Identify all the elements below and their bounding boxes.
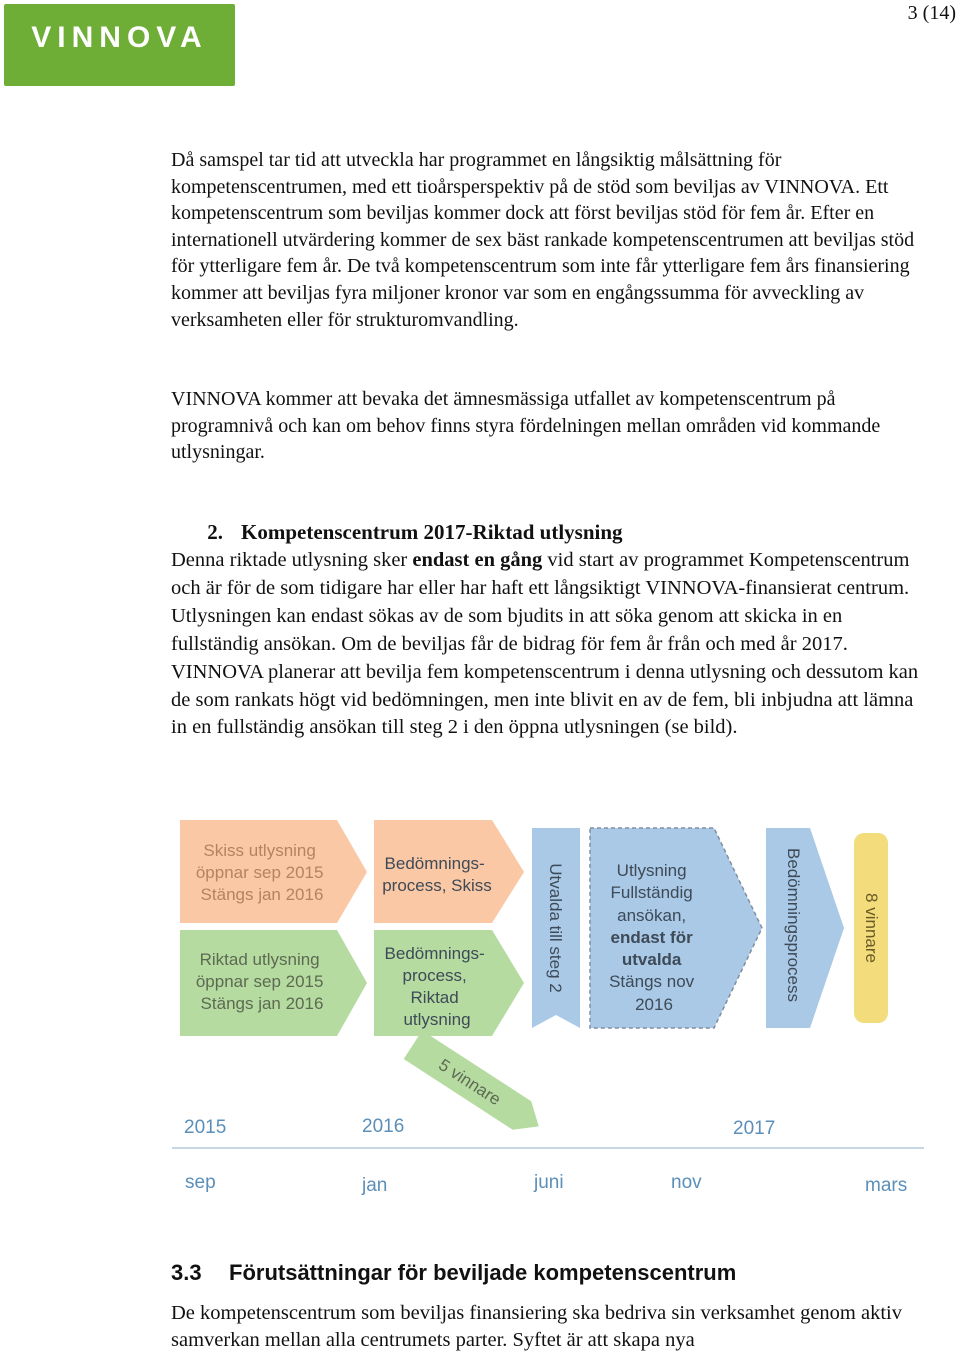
skiss-line-2: öppnar sep 2015 bbox=[195, 863, 324, 882]
month-jan: jan bbox=[362, 1175, 388, 1196]
fullstandig-line-3: ansökan, bbox=[617, 906, 687, 925]
section-2-number: 2. bbox=[207, 520, 223, 544]
bedomningsprocess-label: Bedömningsprocess bbox=[784, 847, 803, 1003]
fullstandig-line-7: 2016 bbox=[635, 995, 673, 1014]
month-labels bbox=[185, 1172, 907, 1196]
page-number: 3 (14) bbox=[907, 2, 956, 24]
fullstandig-line-5: utvalda bbox=[621, 950, 682, 969]
year-labels bbox=[184, 1116, 775, 1139]
fullstandig-line-2: Fullständig bbox=[610, 883, 693, 902]
skiss-line-1: Skiss utlysning bbox=[203, 841, 316, 860]
fullstandig-line-6: Stängs nov bbox=[609, 972, 695, 991]
skiss-line-3: Stängs jan 2016 bbox=[200, 885, 324, 904]
paragraph-2: VINNOVA kommer att bevaka det ämnesmässiga utfallet av kompetenscentrum på programnivå och kan om behov finns styra fördelningen mellan områden vid kommande utlysningar. bbox=[171, 388, 881, 464]
vinnare8-label: 8 vinnare bbox=[862, 893, 881, 963]
section-3-3-title: Förutsättningar för beviljade kompetenscentrum bbox=[229, 1260, 737, 1285]
month-juni: juni bbox=[534, 1172, 564, 1193]
paragraph-1: Då samspel tar tid att utveckla har programmet en långsiktig målsättning för kompetenscentrumen, med ett tioårsperspektiv på de stöd som beviljas av VINNOVA. Ett kompetenscentrum som beviljas kommer dock att först beviljas stöd för fem år. Efter en internationell utvärdering kommer de sex bäst rankade kompetenscentrumen att beviljas stöd för ytterligare fem år. De två kompetenscentrum som inte får ytterligare fem års finansiering kommer att beviljas fyra miljoner kronor var som en engångssumma för avveckling av verksamheten eller för strukturomvandling. bbox=[171, 149, 915, 331]
section-3-3-number: 3.3 bbox=[171, 1260, 202, 1285]
section-2-paragraph bbox=[171, 547, 931, 742]
section-2-text-end: vid start av programmet Kompetenscentrum och är för de som tidigare har eller har haft ett långsiktigt VINNOVA-finansierat centrum. Utlysningen kan endast sökas av de som bjudits in att söka genom att skicka in en fullständig ansökan. Om de beviljas får de bidrag för fem år från och med år 2017. VINNOVA planerar att bevilja fem kompetenscentrum i denna utlysning och dessutom kan de som rankats högt vid bedömningen, men inte blivit en av de fem, bli inbjudna att lämna in en fullständig ansökan till steg 2 i den öppna utlysningen (se bild). bbox=[171, 549, 919, 739]
section-3-3-paragraph: De kompetenscentrum som beviljas finansiering ska bedriva sin verksamhet genom aktiv samverkan mellan alla centrumets parter. Syftet är att skapa nya bbox=[171, 1302, 902, 1351]
fullstandig-line-4: endast för bbox=[610, 928, 693, 947]
bedomning-riktad-line-4: utlysning bbox=[403, 1010, 471, 1029]
bedomning-riktad-line-2: process, bbox=[402, 966, 467, 985]
section-2-heading bbox=[171, 520, 931, 545]
timeline-figure bbox=[172, 815, 932, 1210]
month-nov: nov bbox=[671, 1172, 702, 1193]
riktad-label bbox=[196, 950, 328, 1013]
year-2016: 2016 bbox=[362, 1116, 405, 1137]
section-2-title: Kompetenscentrum 2017-Riktad utlysning bbox=[241, 520, 623, 544]
bedomning-skiss-line-2: process, Skiss bbox=[382, 876, 492, 895]
vinnova-logo bbox=[4, 4, 235, 86]
bedomning-riktad-line-1: Bedömnings- bbox=[384, 944, 485, 963]
bedomningsprocess-arrow bbox=[766, 828, 844, 1028]
skiss-label bbox=[196, 841, 328, 904]
year-2017: 2017 bbox=[733, 1118, 776, 1139]
vinnare5-group bbox=[404, 1030, 548, 1140]
bedomning-riktad-line-3: Riktad bbox=[410, 988, 459, 1007]
month-mars: mars bbox=[865, 1175, 908, 1196]
fullstandig-line-1: Utlysning bbox=[616, 861, 687, 880]
timeline-diagram bbox=[172, 815, 932, 1210]
section-2-bold-text: endast en gång bbox=[412, 549, 543, 571]
month-sep: sep bbox=[185, 1172, 216, 1193]
logo-text: VINNOVA bbox=[31, 21, 208, 54]
bedomning-skiss-line-1: Bedömnings- bbox=[384, 854, 485, 873]
section-2-text-start: Denna riktade utlysning sker bbox=[171, 549, 413, 571]
year-2015: 2015 bbox=[184, 1117, 227, 1138]
section-3-3-heading bbox=[171, 1260, 736, 1286]
utvalda-label: Utvalda till steg 2 bbox=[546, 863, 565, 993]
riktad-line-2: öppnar sep 2015 bbox=[195, 972, 324, 991]
riktad-line-3: Stängs jan 2016 bbox=[200, 994, 324, 1013]
riktad-line-1: Riktad utlysning bbox=[199, 950, 320, 969]
vinnare5-label: 5 vinnare bbox=[435, 1055, 505, 1110]
